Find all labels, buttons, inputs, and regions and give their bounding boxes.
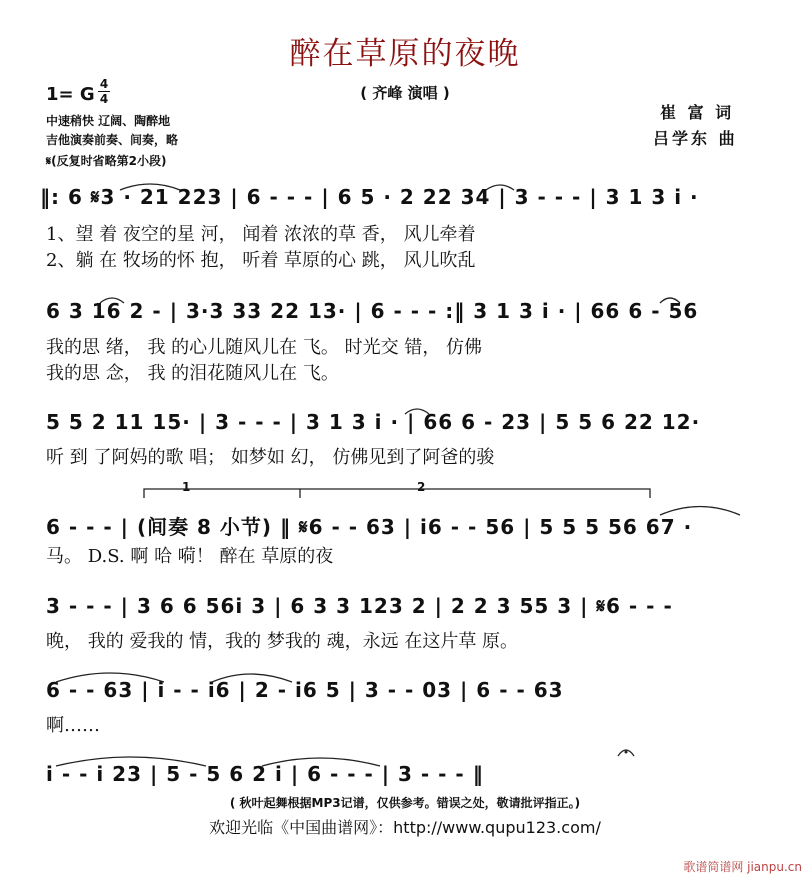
volta-2-label: 2 — [417, 480, 426, 494]
notation-row-2: 6 3 16 2 - | 3·3 33 22 13· | 6 - - - :‖ 3 1 3 i · | 66 6 - 56 — [46, 299, 699, 323]
volta-1-bracket — [144, 489, 300, 498]
lyric-row-2-verse-2: 我的思 念， 我 的泪花随风儿在 飞。 — [46, 363, 339, 384]
notation-row-1: ‖: 6 𝄋3 · 21 223 | 6 - - - | 6 5 · 2 22 34 | 3 - - - | 3 1 3 i · — [40, 185, 699, 209]
notation-row-4: 6 - - - | (间奏 8 小节) ‖ 𝄋6 - - 63 | i6 - - 56 | 5 5 5 56 67 · — [46, 515, 693, 539]
lyric-row-4: 马。 D.S. 啊 哈 嗬！ 醉在 草原的夜 — [46, 546, 334, 567]
notation-row-3: 5 5 2 11 15· | 3 - - - | 3 1 3 i · | 66 6 - 23 | 5 5 6 22 12· — [46, 410, 701, 434]
footer-note: ( 秋叶起舞根据MP3记谱，仅供参考。错误之处，敬请批评指正。) — [229, 796, 581, 810]
slur-mark — [486, 185, 514, 190]
slur-mark — [660, 298, 680, 303]
notation-row-7: i - - i 23 | 5 - 5 6 2 i | 6 - - - | 3 - - - ‖ — [46, 762, 484, 786]
tempo-marking: 中速稍快 辽阔、陶醉地 — [46, 114, 171, 128]
slur-mark — [120, 184, 180, 190]
lyric-row-3: 听 到 了阿妈的歌 唱； 如梦如 幻， 仿佛见到了阿爸的骏 — [46, 447, 495, 468]
song-title: 醉在草原的夜晚 — [289, 36, 521, 72]
slur-mark — [100, 298, 124, 303]
slur-mark — [212, 674, 292, 682]
volta-2-bracket — [300, 489, 650, 498]
lyricist-credit: 崔 富 词 — [660, 103, 735, 122]
repeat-note: 𝄋(反复时省略第2小段) — [46, 154, 167, 168]
volta-1-label: 1 — [182, 480, 191, 494]
composer-credit: 吕学东 曲 — [653, 129, 738, 148]
slur-mark — [405, 409, 429, 414]
slur-mark — [56, 673, 164, 682]
time-denominator: 4 — [99, 92, 109, 106]
lyric-row-5: 晚， 我的 爱我的 情，我的 梦我的 魂，永远 在这片草 原。 — [46, 631, 519, 652]
slur-mark — [262, 758, 380, 766]
watermark: 歌谱简谱网 jianpu.cn — [683, 860, 802, 874]
performance-note: 吉他演奏前奏、间奏，略 — [46, 133, 179, 147]
website-line: 欢迎光临《中国曲谱网》：http://www.qupu123.com/ — [209, 818, 601, 837]
notation-row-6: 6 - - 63 | i - - i6 | 2 - i6 5 | 3 - - 03 | 6 - - 63 — [46, 678, 564, 702]
singer-line: ( 齐峰 演唱 ) — [360, 84, 450, 102]
lyric-row-2-verse-1: 我的思 绪， 我 的心儿随风儿在 飞。 时光交 错， 仿佛 — [46, 337, 483, 358]
key-signature: 1= G — [46, 84, 95, 105]
notation-row-5: 3 - - - | 3 6 6 56i 3 | 6 3 3 123 2 | 2 2 3 55 3 | 𝄋6 - - - — [46, 594, 673, 618]
time-numerator: 4 — [99, 77, 109, 91]
slur-mark — [660, 507, 740, 516]
lyric-row-6: 啊…… — [46, 715, 100, 736]
lyric-row-1-verse-2: 2、躺 在 牧场的怀 抱， 听着 草原的心 跳， 风儿吹乱 — [46, 250, 476, 271]
lyric-row-1-verse-1: 1、望 着 夜空的星 河， 闻着 浓浓的草 香， 风儿牵着 — [46, 224, 476, 245]
slur-mark — [56, 757, 206, 766]
